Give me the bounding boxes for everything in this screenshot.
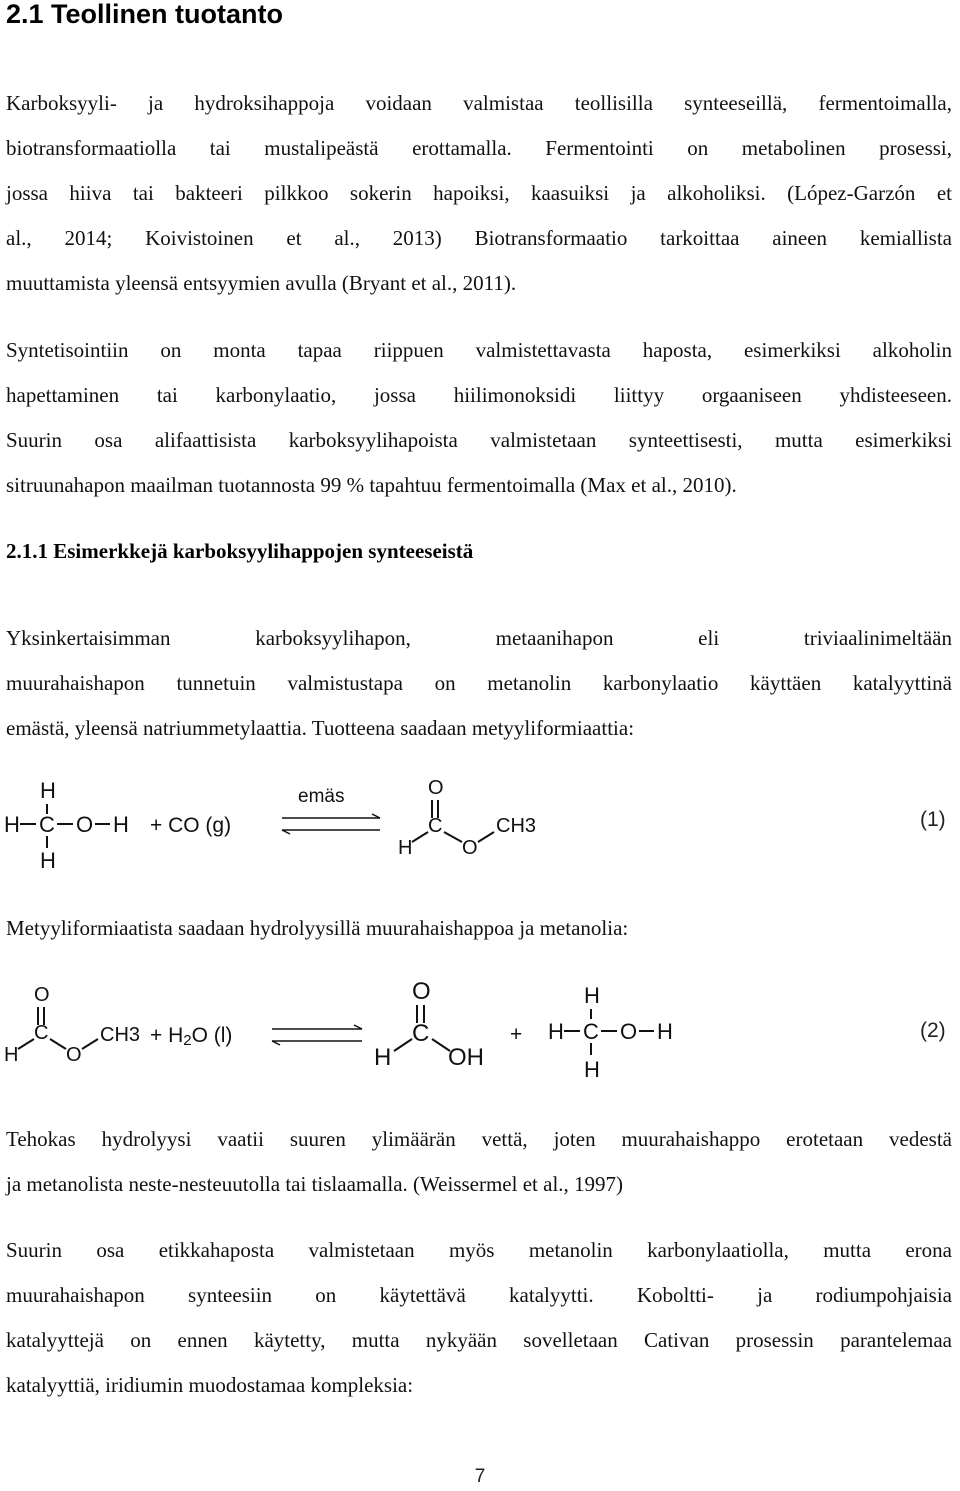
paragraph-line: muurahaishapon synteesiin on käytettävä katalyytti. Koboltti- ja rodiumpohjaisia xyxy=(6,1283,952,1307)
paragraph-line: al., 2014; Koivistoinen et al., 2013) Biotransformaatio tarkoittaa aineen kemiallista xyxy=(6,226,952,250)
atom-h: H xyxy=(657,1019,673,1044)
equilibrium-arrow-icon xyxy=(272,1025,362,1045)
atom-h: H xyxy=(40,848,56,873)
paragraph-line: Yksinkertaisimman karboksyylihapon, metaanihapon eli triviaalinimeltään xyxy=(6,626,952,650)
atom-h: H xyxy=(398,837,413,859)
equation-1-figure xyxy=(0,770,960,880)
atom-h: H xyxy=(40,778,56,803)
equation-2-figure xyxy=(0,975,960,1085)
atom-h: H xyxy=(584,1057,600,1082)
atom-o: O xyxy=(462,837,478,859)
atom-o: O xyxy=(76,812,94,837)
atom-oh: OH xyxy=(448,1044,484,1071)
atom-o: O xyxy=(620,1019,638,1044)
chemical-equation-2 xyxy=(0,975,960,1085)
paragraph-line: katalyyttiä, iridiumin muodostamaa kompleksia: xyxy=(6,1373,414,1397)
paragraph-line: Suurin osa etikkahaposta valmistetaan myös metanolin karbonylaatiolla, mutta erona xyxy=(6,1238,952,1262)
atom-h: H xyxy=(4,1044,19,1066)
chemical-equation-1 xyxy=(0,770,960,880)
atom-o: O xyxy=(66,1044,82,1066)
paragraph-line: biotransformaatiolla tai mustalipeästä erottamalla. Fermentointi on metabolinen prosessi, xyxy=(6,136,952,160)
atom-o: O xyxy=(412,978,431,1005)
paragraph-line: Metyyliformiaatista saadaan hydrolyysillä muurahaishappoa ja metanolia: xyxy=(6,916,629,940)
paragraph-line: Tehokas hydrolyysi vaatii suuren ylimäärän vettä, joten muurahaishappo erotetaan vedestä xyxy=(6,1127,952,1151)
atom-h: H xyxy=(548,1019,564,1044)
paragraph-line: jossa hiiva tai bakteeri pilkkoo sokerin hapoiksi, kaasuiksi ja alkoholiksi. (López-Garzón et xyxy=(6,181,952,205)
atom-h: H xyxy=(4,812,20,837)
subsection-heading: 2.1.1 Esimerkkejä karboksyylihappojen synteeseistä xyxy=(6,539,474,563)
atom-ch3: CH3 xyxy=(100,1024,141,1046)
atom-c: C xyxy=(34,1022,49,1044)
reactant-water: + H2O (l) xyxy=(150,1024,233,1049)
paragraph-line: Karboksyyli- ja hydroksihappoja voidaan valmistaa teollisilla synteeseillä, fermentoimalla, xyxy=(6,91,952,115)
atom-o: O xyxy=(34,984,50,1006)
equilibrium-arrow-icon xyxy=(282,814,380,834)
paragraph-line: sitruunahapon maailman tuotannosta 99 % tapahtuu fermentoimalla (Max et al., 2010). xyxy=(6,473,737,497)
paragraph-line: ja metanolista neste-nesteuutolla tai tislaamalla. (Weissermel et al., 1997) xyxy=(6,1172,624,1196)
paragraph-line: hapettaminen tai karbonylaatio, jossa hiilimonoksidi liittyy orgaaniseen yhdisteeseen. xyxy=(6,383,952,407)
paragraph-line: emästä, yleensä natriummetylaattia. Tuotteena saadaan metyyliformiaattia: xyxy=(6,716,635,740)
plus-sign: + xyxy=(510,1023,523,1046)
equation-number: (2) xyxy=(920,1019,946,1042)
equation-number: (1) xyxy=(920,808,946,831)
paragraph-line: muurahaishapon tunnetuin valmistustapa on metanolin karbonylaatio käyttäen katalyyttinä xyxy=(6,671,952,695)
atom-c: C xyxy=(428,815,443,837)
arrow-label: emäs xyxy=(298,786,345,807)
reactant-co: + CO (g) xyxy=(150,814,232,837)
atom-h: H xyxy=(584,983,600,1008)
page-number: 7 xyxy=(474,1466,486,1487)
atom-c: C xyxy=(39,812,55,837)
atom-c: C xyxy=(583,1019,599,1044)
section-heading: 2.1 Teollinen tuotanto xyxy=(6,0,284,29)
paragraph-line: Suurin osa alifaattisista karboksyylihapoista valmistetaan synteettisesti, mutta esimerkiksi xyxy=(6,428,952,452)
atom-c: C xyxy=(412,1020,430,1047)
atom-o: O xyxy=(428,777,444,799)
atom-h: H xyxy=(374,1044,392,1071)
paragraph-line: muuttamista yleensä entsyymien avulla (Bryant et al., 2011). xyxy=(6,271,517,295)
paragraph-line: Syntetisointiin on monta tapaa riippuen valmistettavasta haposta, esimerkiksi alkoholin xyxy=(6,338,952,362)
paragraph-line: katalyyttejä on ennen käytetty, mutta nykyään sovelletaan Cativan prosessin parantelemaa xyxy=(6,1328,952,1352)
atom-ch3: CH3 xyxy=(496,815,537,837)
atom-h: H xyxy=(113,812,129,837)
